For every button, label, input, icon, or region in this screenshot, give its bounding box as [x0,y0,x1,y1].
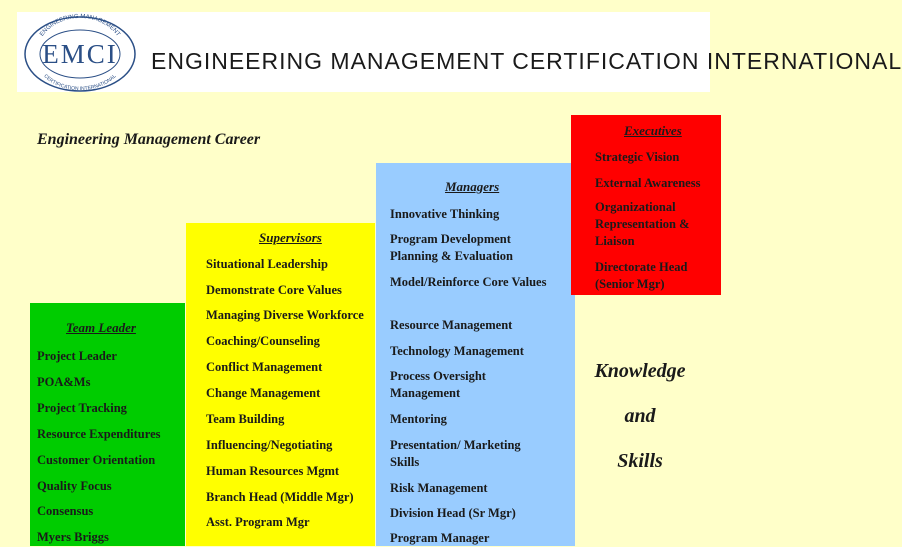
supervisors-item: Managing Diverse Workforce [206,308,364,322]
executives-box [571,115,721,295]
team-leader-item: Project Tracking [37,401,127,415]
logo-ring-top: ENGINEERING MANAGEMENT [39,13,121,38]
executives-item: Organizational Representation & Liaison [595,200,690,248]
logo-text: EMCI [42,39,118,69]
managers-item: Division Head (Sr Mgr) [390,506,516,520]
executives-item: Directorate Head (Senior Mgr) [595,260,688,291]
supervisors-box [186,223,375,546]
team-leader-item: Customer Orientation [37,453,156,467]
team-leader-item: Project Leader [37,349,117,363]
managers-item: Presentation/ Marketing Skills [390,438,521,469]
supervisors-item: Asst. Program Mgr [206,515,310,529]
managers-item: Innovative Thinking [390,207,500,221]
emci-logo [21,12,139,92]
executives-item: External Awareness [595,176,701,190]
managers-title: Managers [445,179,500,194]
supervisors-item: Coaching/Counseling [206,334,320,348]
supervisors-item: Situational Leadership [206,257,328,271]
supervisors-item: Influencing/Negotiating [206,438,333,452]
logo-ring-bottom: CERTIFICATION INTERNATIONAL [42,73,118,92]
supervisors-item: Demonstrate Core Values [206,283,342,297]
managers-item: Mentoring [390,412,447,426]
managers-item: Program Development Planning & Evaluation [390,232,513,263]
managers-item: Resource Management [390,318,513,332]
supervisors-item: Team Building [206,412,285,426]
managers-box [376,163,575,546]
skills-label: Skills [617,450,663,472]
managers-item: Program Manager [390,531,490,545]
managers-item: Model/Reinforce Core Values [390,275,547,289]
supervisors-item: Change Management [206,386,321,400]
team-leader-item: Consensus [37,504,94,518]
managers-item: Technology Management [390,344,524,358]
knowledge-label: Knowledge [594,360,686,382]
header-title: ENGINEERING MANAGEMENT CERTIFICATION INTERNATIONAL [151,48,902,74]
team-leader-item: Myers Briggs [37,530,109,544]
team-leader-item: POA&Ms [37,375,91,389]
team-leader-item: Quality Focus [37,479,112,493]
and-label: and [624,405,656,427]
executives-title: Executives [624,123,682,138]
supervisors-item: Human Resources Mgmt [206,464,340,478]
team-leader-item: Resource Expenditures [37,427,161,441]
team-leader-box [30,303,185,546]
executives-item: Strategic Vision [595,150,680,164]
managers-item: Process Oversight Management [390,369,486,400]
supervisors-title: Supervisors [259,230,322,245]
team-leader-title: Team Leader [66,320,136,335]
supervisors-item: Conflict Management [206,360,323,374]
header-banner [17,12,902,92]
managers-item: Risk Management [390,481,488,495]
career-title: Engineering Management Career [37,131,261,148]
supervisors-item: Branch Head (Middle Mgr) [206,490,354,504]
